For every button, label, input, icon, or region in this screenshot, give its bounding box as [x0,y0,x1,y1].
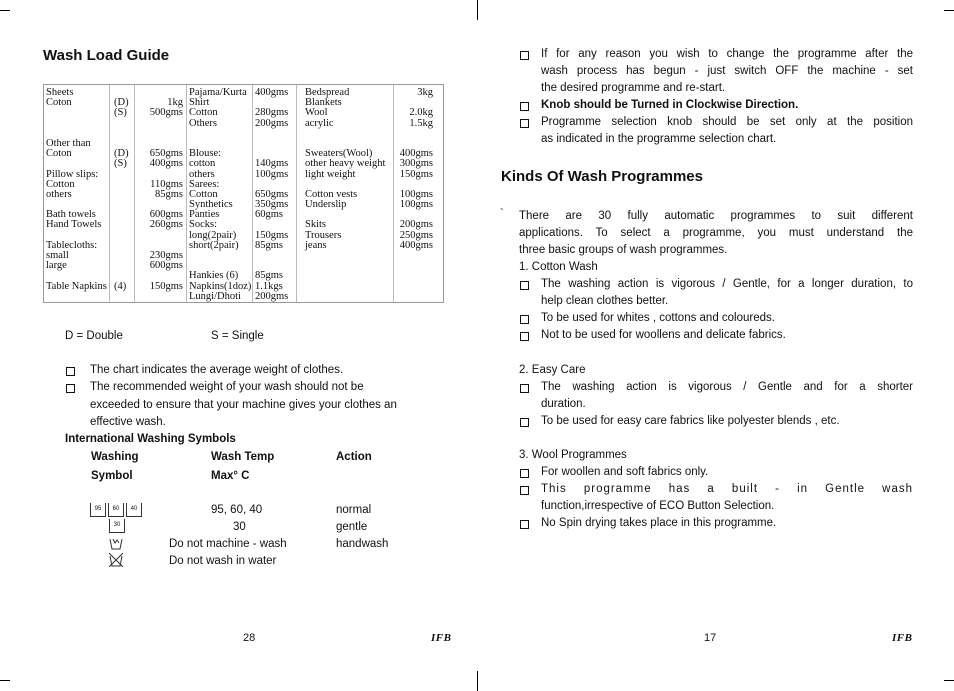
table-cell: Sweaters(Wool) [305,148,373,160]
bullet-text: exceeded to ensure that your machine gives your clothes an [90,399,397,411]
table-cell [255,139,288,149]
checkbox-icon [520,332,529,341]
table-cell: 100gms [399,199,433,211]
wash-load-title: Wash Load Guide [43,47,170,64]
table-cell: Tablecloths: [46,239,98,251]
table-col-weight2 [255,88,288,302]
crop-mark [0,10,10,11]
table-cell: Pajama/Kurta [189,87,247,98]
table-cell: 100gms [399,188,433,200]
table-cell: Hand Towels [46,219,102,231]
table-cell: 1.1kgs [255,280,283,292]
checkbox-icon [66,367,75,376]
table-cell: 500gms [149,107,183,119]
bullet-text: The washing action is vigorous / Gentle, for a longer duration, to [541,278,913,290]
col-max: Max° C [211,470,250,482]
sym-temp: 30 [233,521,246,533]
legend-single: S = Single [211,330,264,342]
table-cell: Cotton [46,178,75,190]
section-heading: 1. Cotton Wash [519,261,598,273]
table-cell: long(2pair) [189,229,237,241]
table-cell [114,129,129,139]
sym-temp: Do not wash in water [169,555,277,567]
table-col-weight3 [396,88,433,251]
table-col-size [114,88,129,292]
table-cell: 150gms [255,229,289,241]
table-cell: Socks: [189,219,218,231]
bullet-text: Knob should be Turned in Clockwise Direction. [541,99,799,111]
table-cell: 150gms [149,280,183,292]
table-cell: 85gms [154,188,183,200]
table-cell: 650gms [149,148,183,160]
paragraph-text: applications. To select a programme, you must understand the [519,227,913,239]
table-cell: 150gms [399,168,433,180]
bullet-text: This programme has a built - in Gentle wash [541,483,913,495]
table-col-item2 [189,88,251,302]
table-cell: 600gms [149,209,183,221]
bullet-text: help clean clothes better. [541,295,669,307]
bullet-text: The recommended weight of your wash should not be [90,381,364,393]
table-cell: 85gms [255,270,284,282]
bullet-text: To be used for whites , cottons and coloureds. [541,312,775,324]
wash-tub-icon: 40 [126,503,142,517]
table-cell: 2.0kg [409,107,433,119]
table-col-item3 [305,88,385,251]
table-cell: Skits [305,219,327,231]
table-cell [46,159,107,169]
table-cell: Lungi/Dhoti [189,290,241,302]
bullet-text: wash process has begun - just switch OFF the machine - set [541,65,913,77]
checkbox-icon [520,520,529,529]
ifb-logo: IFB [431,632,452,644]
table-cell: 300gms [399,158,433,170]
table-cell: 3kg [417,87,433,98]
col-symbol: Symbol [91,470,133,482]
bullet-text: Programme selection knob should be set only at the position [541,116,913,128]
bullet-text: No Spin drying takes place in this programme. [541,517,777,529]
checkbox-icon [520,119,529,128]
table-col-weight [136,88,183,292]
table-cell: Bedspread [305,87,350,98]
checkbox-icon [520,281,529,290]
table-cell: 260gms [149,219,183,231]
table-cell [114,231,129,241]
checkbox-icon [520,51,529,60]
section-heading: 2. Easy Care [519,364,586,376]
table-cell: Other than [46,137,91,149]
table-cell [136,129,183,139]
checkbox-icon [520,486,529,495]
table-cell: 650gms [255,188,289,200]
table-cell: Shirt [189,97,210,109]
crop-mark [944,10,954,11]
table-cell [114,251,129,261]
gentle-wash-icon: 30 [109,519,125,533]
table-cell: 400gms [399,148,433,160]
crop-mark [0,680,10,681]
table-cell: 400gms [255,87,289,98]
bullet-text: as indicated in the programme selection chart. [541,133,777,145]
sym-action: gentle [336,521,368,533]
table-cell: other heavy weight [305,158,386,170]
table-cell: 85gms [255,239,284,251]
table-cell [114,200,129,210]
table-cell: Trousers [305,229,342,241]
table-cell: (D) [114,148,129,160]
wash-load-table [43,84,444,303]
table-cell: Cotton [189,188,218,200]
table-cell: Blankets [305,97,342,109]
table-cell [114,119,129,129]
table-cell: 400gms [149,158,183,170]
bullet-text: function,irrespective of ECO Button Selection. [541,500,775,512]
table-cell: 110gms [150,178,183,190]
table-cell: 140gms [255,158,289,170]
checkbox-icon [520,418,529,427]
table-cell: Sheets [46,87,74,98]
table-cell: 1kg [167,97,183,109]
bullet-text: The washing action is vigorous / Gentle and for a shorter [541,381,913,393]
sym-temp: 95, 60, 40 [211,504,263,516]
table-cell: (S) [114,107,127,119]
bullet-text: The chart indicates the average weight of clothes. [90,364,344,376]
page-number: 28 [243,632,256,644]
table-cell: Coton [46,148,72,160]
table-cell: Underslip [305,199,347,211]
table-cell: 1.5kg [409,117,433,129]
table-cell: 600gms [149,260,183,272]
table-cell [396,129,433,139]
table-col-item [46,88,107,292]
table-cell [114,220,129,230]
table-cell: acrylic [305,117,334,129]
table-cell: 280gms [255,107,289,119]
table-cell: large [46,260,67,272]
paragraph-text: three basic groups of wash programmes. [519,244,728,256]
table-cell: 200gms [255,117,289,129]
page-number: 17 [704,632,717,644]
table-cell [114,180,129,190]
table-cell [136,231,183,241]
table-cell: Wool [305,107,328,119]
table-cell: 350gms [255,199,289,211]
wash-tub-icon: 95 [90,503,106,517]
bullet-text: To be used for easy care fabrics like polyester blends , etc. [541,415,840,427]
table-cell: Others [189,117,217,129]
bullet-text: duration. [541,398,586,410]
table-cell: Sarees: [189,178,220,190]
table-cell: cotton [189,158,216,170]
crop-mark [944,680,954,681]
tick-mark: ` [500,208,504,220]
table-cell: Panties [189,209,220,221]
table-cell: Synthetics [189,199,233,211]
table-cell: Bath towels [46,209,96,221]
table-cell [305,129,385,139]
checkbox-icon [520,469,529,478]
table-cell [114,241,129,251]
table-cell: jeans [305,239,327,251]
sym-action: handwash [336,538,389,550]
table-cell: 200gms [399,219,433,231]
bullet-text: effective wash. [90,416,166,428]
table-cell [255,129,288,139]
table-cell: Pillow slips: [46,168,99,180]
col-temp: Wash Temp [211,451,275,463]
table-cell [255,251,288,261]
sym-temp: Do not machine - wash [169,538,287,550]
checkbox-icon [66,384,75,393]
col-washing: Washing [91,451,139,463]
table-cell [114,190,129,200]
crop-mark [477,671,478,691]
table-cell: Hankies (6) [189,270,239,282]
table-cell: light weight [305,168,356,180]
table-cell: 250gms [399,229,433,241]
table-cell: 230gms [149,250,183,261]
table-cell: Table Napkins [46,280,107,292]
legend-double: D = Double [65,330,123,342]
checkbox-icon [520,315,529,324]
bullet-text: the desired programme and re-start. [541,82,726,94]
table-cell: Cotton vests [305,188,358,200]
table-cell: Coton [46,97,72,109]
table-cell [136,119,183,129]
section-heading: 3. Wool Programmes [519,449,627,461]
checkbox-icon [520,384,529,393]
do-not-wash-icon [109,553,123,567]
wash-tub-icon: 60 [108,503,124,517]
checkbox-icon [520,102,529,111]
table-cell: 200gms [255,290,289,302]
programmes-title: Kinds Of Wash Programmes [501,168,703,185]
sym-action: normal [336,504,372,516]
crop-mark [477,0,478,20]
table-cell [114,170,129,180]
table-cell [46,108,107,118]
table-cell: 400gms [399,239,433,251]
col-action: Action [336,451,372,463]
table-cell: Napkins(1doz) [189,280,252,292]
table-cell [189,251,251,261]
symbols-title: International Washing Symbols [65,433,236,445]
table-cell: short(2pair) [189,239,239,251]
table-cell: (D) [114,97,129,109]
bullet-text: If for any reason you wish to change the programme after the [541,48,913,60]
ifb-logo: IFB [892,632,913,644]
table-cell: others [46,188,72,200]
handwash-icon [109,536,123,550]
table-cell: (4) [114,280,127,292]
table-cell [189,129,251,139]
paragraph-text: There are 30 fully automatic programmes to suit different [519,210,913,222]
table-cell: Cotton [189,107,218,119]
table-cell: Blouse: [189,148,222,160]
table-cell: 100gms [255,168,289,180]
table-cell [114,210,129,220]
table-cell: 60gms [255,209,284,221]
table-cell: others [189,168,215,180]
bullet-text: Not to be used for woollens and delicate fabrics. [541,329,786,341]
bullet-text: For woollen and soft fabrics only. [541,466,709,478]
table-cell: (S) [114,158,127,170]
table-cell [46,119,107,129]
table-cell: small [46,250,69,261]
table-cell [114,261,129,271]
